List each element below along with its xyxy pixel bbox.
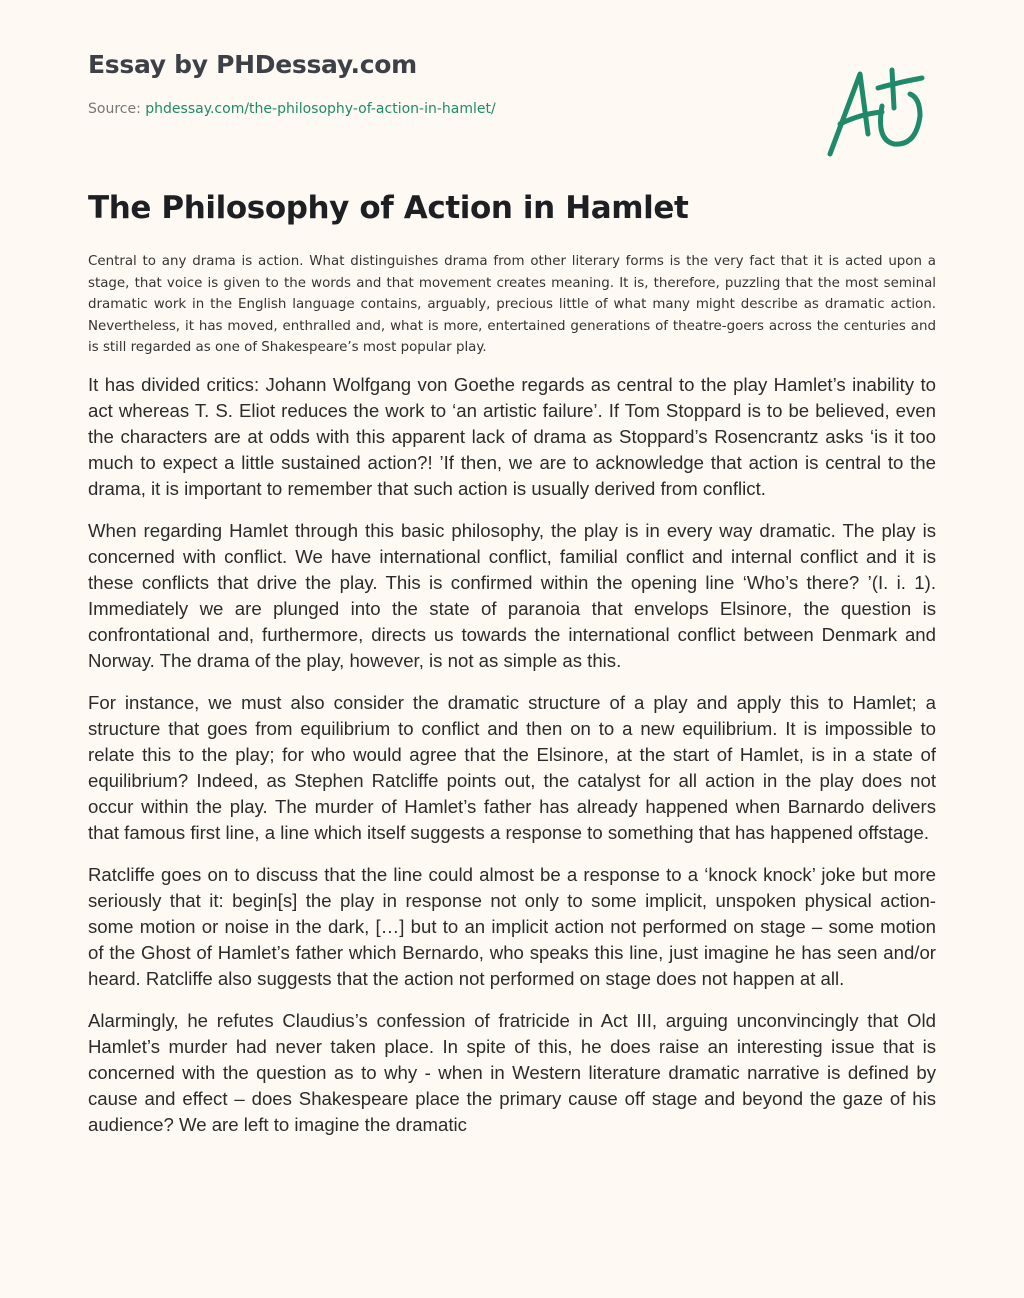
essay-intro: Central to any drama is action. What distinguishes drama from other literary forms is the very fact that it is acted upon a stage, that voice is given to the words and that movement creates meaning. It is, therefore, puzzling that the most seminal dramatic work in the English language contains, arguably, precious little of what many might describe as dramatic action. Nevertheless, it has moved, enthralled and, what is more, entertained generations of theatre-goers across the centuries and is still regarded as one of Shakespeare’s most popular play. <box>88 254 936 355</box>
a-plus-logo <box>820 62 930 162</box>
essay-paragraph: It has divided critics: Johann Wolfgang von Goethe regards as central to the play Hamlet’s inability to act whereas T. S. Eliot reduces the work to ‘an artistic failure’. If Tom Stoppard is to be believed, even the characters are at odds with this apparent lack of drama as Stoppard’s Rosencrantz asks ‘is it too much to expect a little sustained action?! ’If then, we are to acknowledge that action is central to the drama, it is important to remember that such action is usually derived from conflict. <box>88 373 936 499</box>
essay-paragraph: Ratcliffe goes on to discuss that the line could almost be a response to a ‘knock knock’ joke but more seriously that it: begin[s] the play in response not only to some implicit, unspoken physical action- some motion or noise in the dark, […] but to an implicit action not performed on stage – some motion of the Ghost of Hamlet’s father which Bernardo, who speaks this line, just imagine he has seen and/or heard. Ratcliffe also suggests that the action not performed on stage does not happen at all. <box>88 863 936 989</box>
essay-paragraph: When regarding Hamlet through this basic philosophy, the play is in every way dramatic. The play is concerned with conflict. We have international conflict, familial conflict and internal conflict and it is these conflicts that drive the play. This is confirmed within the opening line ‘Who’s there? ’(I. i. 1). Immediately we are plunged into the state of paranoia that envelops Elsinore, the question is confrontational and, furthermore, directs us towards the international conflict between Denmark and Norway. The drama of the play, however, is not as simple as this. <box>88 519 936 671</box>
source-link[interactable]: phdessay.com/the-philosophy-of-action-in-hamlet/ <box>145 101 496 117</box>
site-brand: Essay by PHDessay.com <box>88 50 417 79</box>
source-line <box>88 101 496 117</box>
source-label: Source: <box>88 101 141 117</box>
essay-paragraph: Alarmingly, he refutes Claudius’s confession of fratricide in Act III, arguing unconvincingly that Old Hamlet’s murder had never taken place. In spite of this, he does raise an interesting issue that is concerned with the question as to why - when in Western literature dramatic narrative is defined by cause and effect – does Shakespeare place the primary cause off stage and beyond the gaze of his audience? We are left to imagine the dramatic <box>88 1009 936 1135</box>
essay-paragraph: For instance, we must also consider the dramatic structure of a play and apply this to Hamlet; a structure that goes from equilibrium to conflict and then on to a new equilibrium. It is impossible to relate this to the play; for who would agree that the Elsinore, at the start of Hamlet, is in a state of equilibrium? Indeed, as Stephen Ratcliffe points out, the catalyst for all action in the play does not occur within the play. The murder of Hamlet’s father has already happened when Barnardo delivers that famous first line, a line which itself suggests a response to something that has happened offstage. <box>88 691 936 843</box>
essay-title: The Philosophy of Action in Hamlet <box>88 190 689 226</box>
essay-body <box>88 251 936 1250</box>
